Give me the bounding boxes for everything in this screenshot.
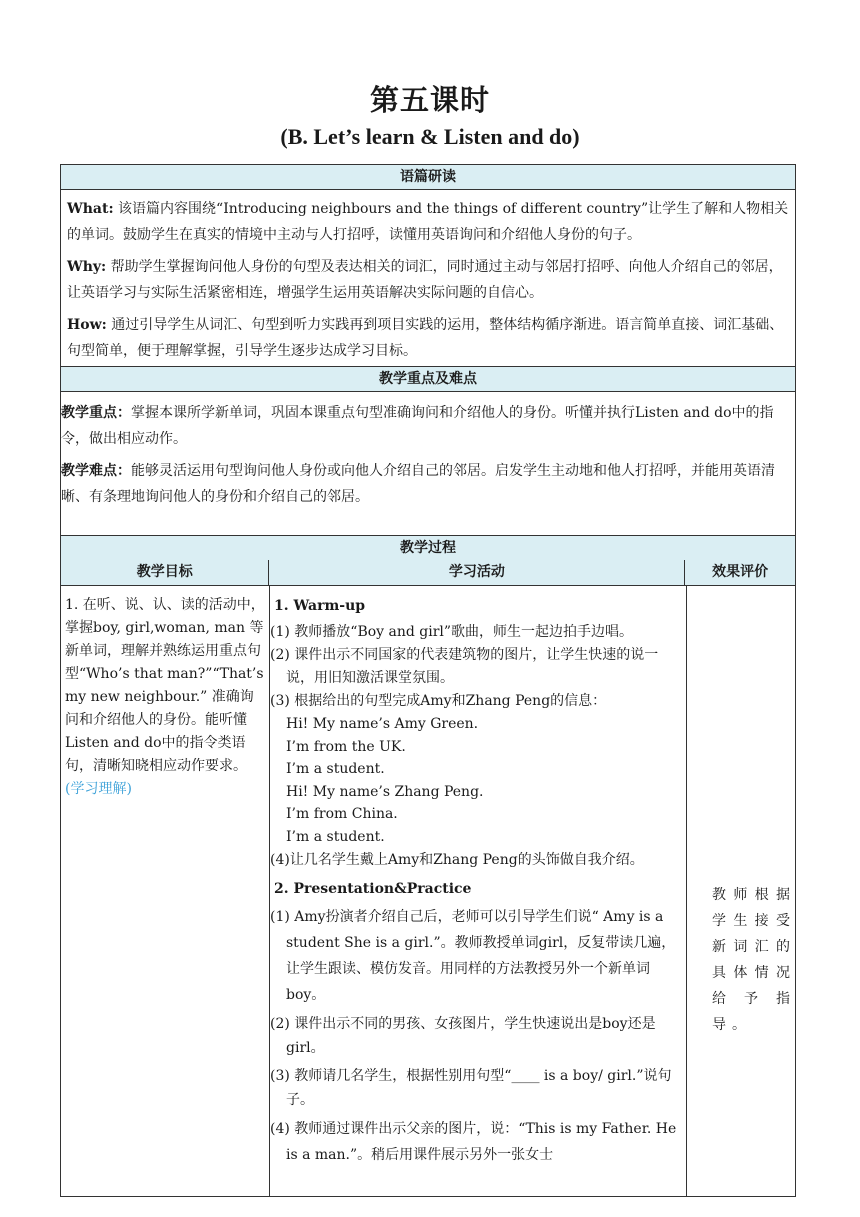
- goal-cell: [65, 594, 265, 801]
- section-header: 语篇研读: [61, 165, 795, 190]
- page-subtitle: (B. Let’s learn & Listen and do): [280, 124, 580, 149]
- why-label: Why:: [67, 259, 107, 275]
- dialog-line: I’m from China.: [286, 806, 398, 823]
- warmup-step: (3) 根据给出的句型完成Amy和Zhang Peng的信息：: [270, 693, 607, 709]
- what-text: 该语篇内容围绕“Introducing neighbours and the things of different country”让学生了解和人物相关的单词。鼓励学生在真实的情境中主动与人打招呼，读懂用英语询问和介绍他人身份的句子。: [67, 201, 789, 243]
- dialog-line: I’m a student.: [286, 761, 385, 778]
- what-paragraph: [67, 196, 789, 248]
- column-headers: [61, 560, 795, 586]
- text-analysis-section: [60, 164, 796, 367]
- eval-cell: 教师根据学生接受新词汇的具体情况给予指导。: [712, 887, 796, 1033]
- how-text: 通过引导学生从词汇、句型到听力实践再到项目实践的运用，整体结构循序渐进。语言简单直接、词汇基础、句型简单，便于理解掌握，引导学生逐步达成学习目标。: [67, 317, 784, 359]
- presentation-step: (4) 教师通过课件出示父亲的图片，说：“This is my Father. He is a man.”。稍后用课件展示另外一张女士: [270, 1120, 677, 1163]
- warmup-step: (2) 课件出示不同国家的代表建筑物的图片，让学生快速的说一说，用旧知激活课堂氛围。: [270, 647, 659, 686]
- dialog-line: Hi! My name’s Zhang Peng.: [286, 783, 484, 800]
- difficulty-paragraph: [61, 458, 795, 510]
- key-points-section: [60, 366, 796, 536]
- warmup-step: (4)让几名学生戴上Amy和Zhang Peng的头饰做自我介绍。: [270, 851, 644, 868]
- dialog-line: I’m from the UK.: [286, 738, 406, 755]
- why-text: 帮助学生掌握询问他人身份的句型及表达相关的词汇，同时通过主动与邻居打招呼、向他人介绍自己的邻居，让英语学习与实际生活紧密相连，增强学生运用英语解决实际问题的自信心。: [67, 259, 783, 301]
- difficulty-text: 能够灵活运用句型询问他人身份或向他人介绍自己的邻居。启发学生主动地和他人打招呼，并能用英语清晰、有条理地询问他人的身份和介绍自己的邻居。: [61, 463, 775, 505]
- why-paragraph: [67, 254, 789, 306]
- column-header-activity: 学习活动: [269, 560, 685, 585]
- what-label: What:: [67, 201, 114, 217]
- presentation-step: (2) 课件出示不同的男孩、女孩图片，学生快速说出是boy还是girl。: [270, 1015, 656, 1056]
- goal-text: 1. 在听、说、认、读的活动中，掌握boy, girl,woman, man 等新单词，理解并熟练运用重点句型“Who’s that man?”“That’s my new neighbour.” 准确询问和介绍他人的身份。能听懂Listen and do中的指令类语句，清晰知晓相应动作要求。: [65, 597, 265, 774]
- column-header-eval: 效果评价: [712, 564, 769, 580]
- how-paragraph: [67, 312, 789, 364]
- column-header-goal: 教学目标: [61, 560, 269, 585]
- page-title: 第五课时: [369, 83, 490, 117]
- activity-cell: [270, 593, 680, 1168]
- dialog-line: Hi! My name’s Amy Green.: [286, 716, 479, 732]
- goal-tag: (学习理解): [65, 781, 132, 797]
- section-header: 教学过程: [61, 536, 795, 561]
- presentation-step: (3) 教师请几名学生，根据性别用句型“____ is a boy/ girl.”说句子。: [270, 1067, 672, 1108]
- key-point-label: 教学重点：: [61, 405, 131, 421]
- presentation-step: (1) Amy扮演者介绍自己后，老师可以引导学生们说“ Amy is a student She is a girl.”。教师教授单词girl，反复带读几遍，让学生跟读、模仿发音。用同样的方法教授另外一个新单词boy。: [270, 908, 676, 1003]
- difficulty-label: 教学难点：: [61, 463, 131, 479]
- presentation-title: 2. Presentation&Practice: [274, 880, 472, 897]
- key-point-paragraph: [61, 400, 795, 452]
- column-divider: [686, 585, 687, 1196]
- key-point-text: 掌握本课所学新单词，巩固本课重点句型准确询问和介绍他人的身份。听懂并执行Listen and do中的指令，做出相应动作。: [61, 405, 774, 447]
- warmup-title: 1. Warm-up: [274, 598, 366, 614]
- how-label: How:: [67, 317, 107, 333]
- warmup-step: (1) 教师播放“Boy and girl”歌曲，师生一起边拍手边唱。: [270, 624, 634, 640]
- section-header: 教学重点及难点: [61, 367, 795, 392]
- dialog-line: I’m a student.: [286, 828, 385, 845]
